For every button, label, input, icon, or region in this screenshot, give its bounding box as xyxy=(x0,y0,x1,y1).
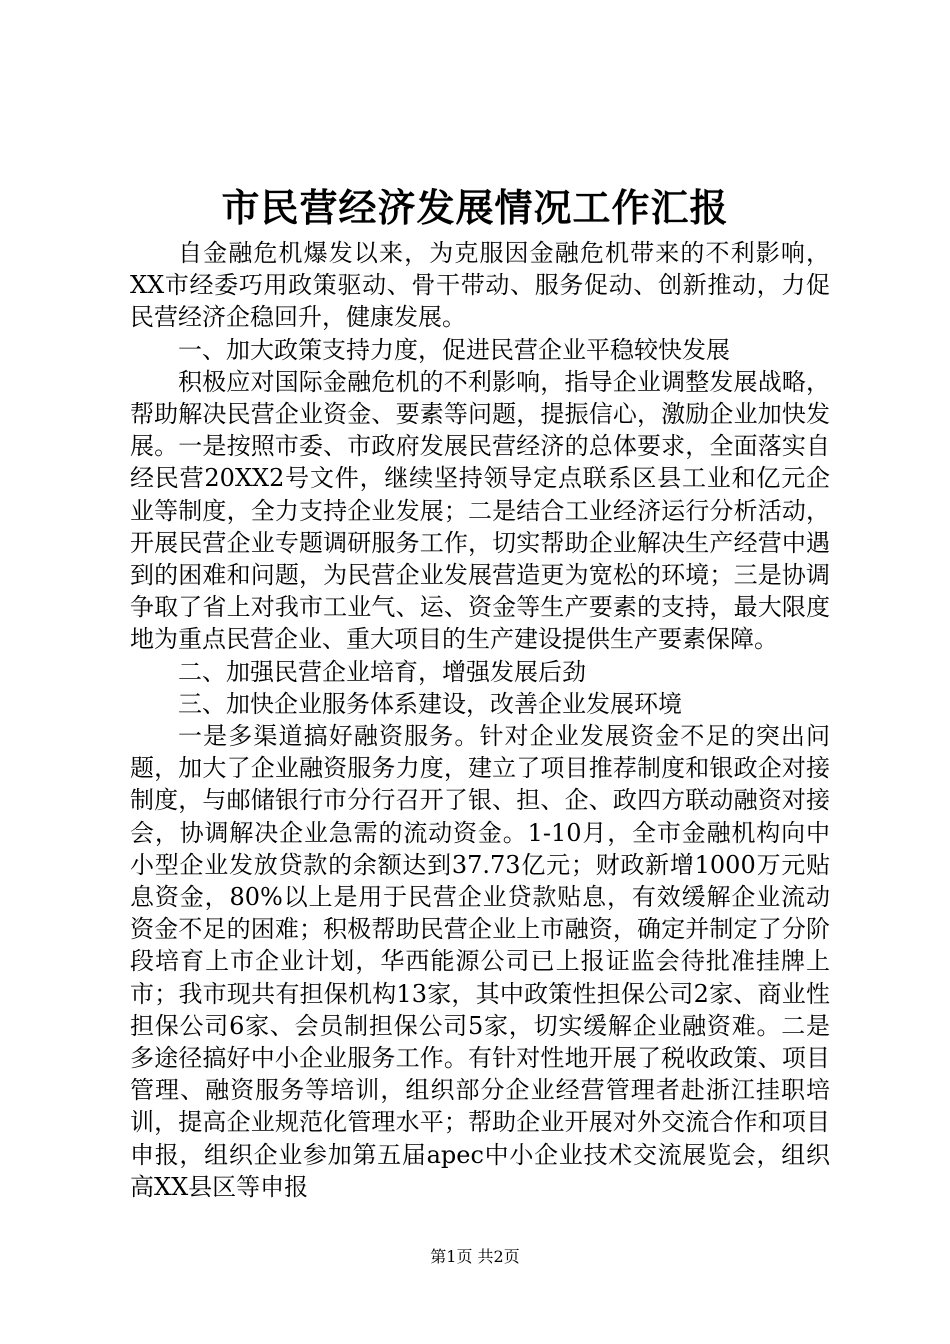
section-heading: 二、加强民营企业培育，增强发展后劲 xyxy=(178,657,586,686)
body-paragraph: 积极应对国际金融危机的不利影响，指导企业调整发展战略，帮助解决民营企业资金、要素等问题，提振信心，激励企业加快发展。一是按照市委、市政府发展民营经济的总体要求，全面落实自经民营20XX2号文件，继续坚持领导定点联系区县工业和亿元企业等制度，全力支持企业发展；二是结合工业经济运行分析活动，开展民营企业专题调研服务工作，切实帮助企业解决生产经营中遇到的困难和问题，为民营企业发展营造更为宽松的环境；三是协调争取了省上对我市工业气、运、资金等生产要素的支持，最大限度地为重点民营企业、重大项目的生产建设提供生产要素保障。 xyxy=(130,367,830,654)
body-paragraph: 自金融危机爆发以来，为克服因金融危机带来的不利影响，XX市经委巧用政策驱动、骨干带动、服务促动、创新推动，力促民营经济企稳回升，健康发展。 xyxy=(130,239,830,332)
body-paragraph: 一是多渠道搞好融资服务。针对企业发展资金不足的突出问题，加大了企业融资服务力度，建立了项目推荐制度和银政企对接制度，与邮储银行市分行召开了银、担、企、政四方联动融资对接会，协调解决企业急需的流动资金。1-10月，全市金融机构向中小型企业发放贷款的余额达到37.73亿元；财政新增1000万元贴息资金，80%以上是用于民营企业贷款贴息，有效缓解企业流动资金不足的困难；积极帮助民营企业上市融资，确定并制定了分阶段培育上市企业计划，华西能源公司已上报证监会待批准挂牌上市；我市现共有担保机构13家，其中政策性担保公司2家、商业性担保公司6家、会员制担保公司5家，切实缓解企业融资难。二是多途径搞好中小企业服务工作。有针对性地开展了税收政策、项目管理、融资服务等培训，组织部分企业经营管理者赴浙江挂职培训，提高企业规范化管理水平；帮助企业开展对外交流合作和项目申报，组织企业参加第五届apec中小企业技术交流展览会，组织高XX县区等申报 xyxy=(130,722,830,1201)
document-body xyxy=(130,237,830,1203)
section-heading: 一、加大政策支持力度，促进民营企业平稳较快发展 xyxy=(178,335,730,364)
page-number-footer: 第1页 共2页 xyxy=(430,1247,520,1266)
document-title: 市民营经济发展情况工作汇报 xyxy=(221,185,729,230)
section-heading: 三、加快企业服务体系建设，改善企业发展环境 xyxy=(178,689,682,718)
